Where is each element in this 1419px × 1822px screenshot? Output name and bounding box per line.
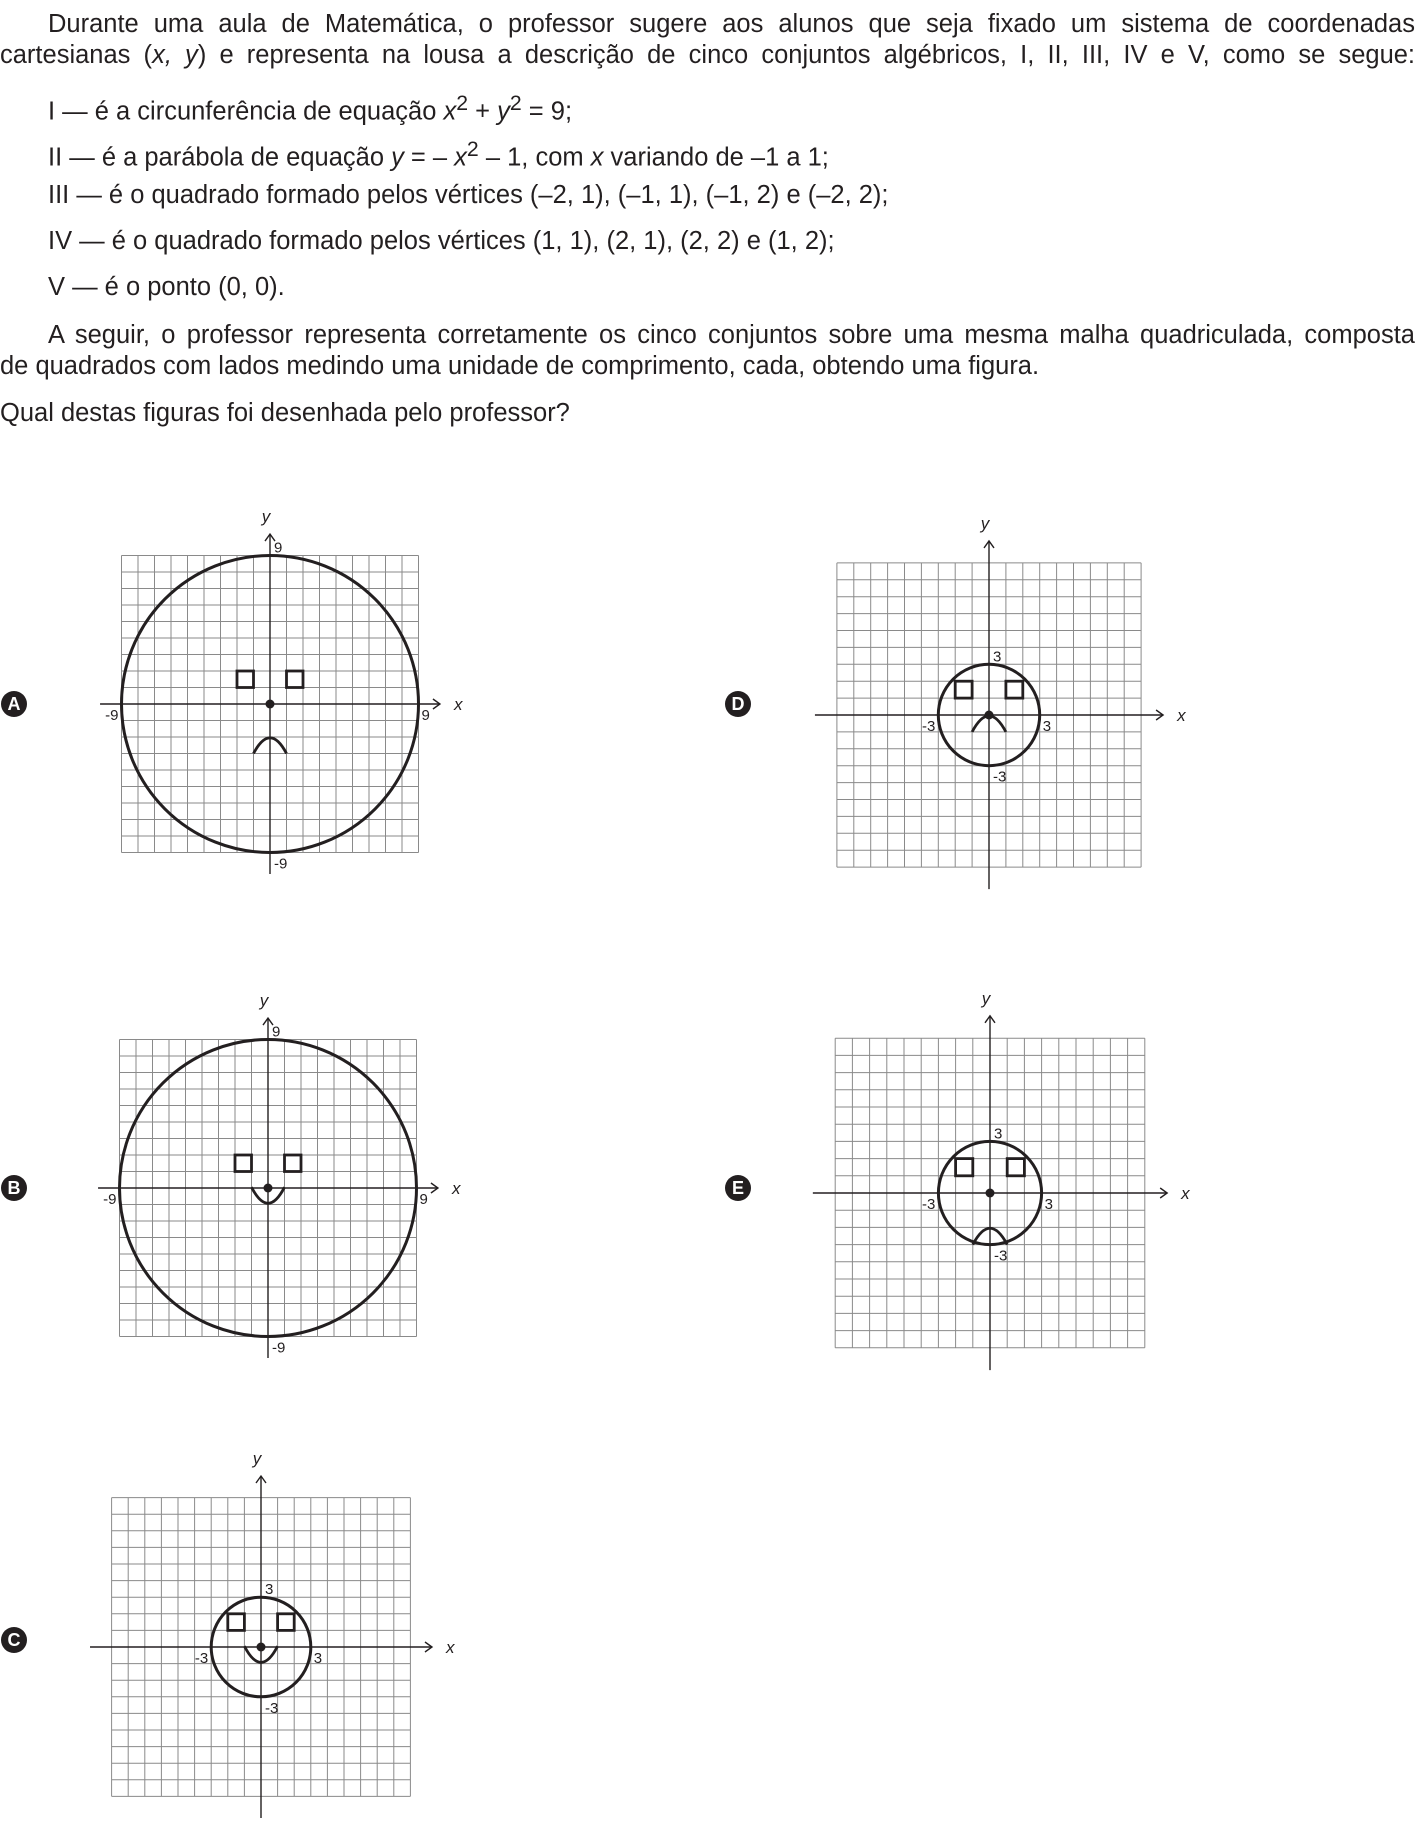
x-axis-label: x: [1177, 706, 1186, 725]
x-pos-tick-label: 9: [419, 1191, 428, 1208]
y-axis-label: y: [980, 513, 990, 533]
set-item-i: I — é a circunferência de equação $x^2 + y^2 = 9$;: [48, 91, 573, 126]
option-c-badge[interactable]: C: [1, 1627, 27, 1653]
square-left: [956, 1159, 973, 1176]
x-axis-label: x: [451, 1179, 461, 1198]
x-axis-label: x: [1181, 1184, 1190, 1203]
y-neg-tick-label: -9: [272, 1339, 286, 1357]
square-right: [1007, 1159, 1024, 1176]
y-neg-tick-label: -3: [265, 1699, 279, 1717]
origin-point: [986, 1189, 995, 1198]
paragraph-2-line-2: de quadrados com lados medindo uma unidade de comprimento, cada, obtendo uma figura.: [0, 352, 1040, 380]
x-neg-tick-label: -3: [194, 1650, 209, 1667]
y-pos-tick-label: 3: [265, 1581, 274, 1599]
set-item-iii: III — é o quadrado formado pelos vértices (–2, 1), (–1, 1), (–1, 2) e (–2, 2);: [48, 181, 889, 209]
y-pos-tick-label: 3: [994, 1125, 1003, 1143]
x-pos-tick-label: 9: [421, 707, 430, 724]
y-axis-label: y: [981, 988, 991, 1008]
y-axis-label: y: [261, 507, 271, 527]
y-axis-label: y: [252, 1449, 262, 1469]
intro-line-2: cartesianas (x, y) e representa na lousa a descrição de cinco conjuntos algébricos, I, II, III, IV e V, como se segue:: [0, 41, 1416, 69]
option-b-badge[interactable]: B: [1, 1175, 27, 1201]
option-a-badge[interactable]: A: [1, 691, 27, 717]
intro-line-1: Durante uma aula de Matemática, o professor sugere aos alunos que seja fixado um sistema de coordenadas: [48, 10, 1415, 38]
y-pos-tick-label: 9: [274, 539, 283, 557]
y-axis-label: y: [259, 991, 269, 1011]
x-axis-label: x: [453, 695, 463, 714]
set-item-v: V — é o ponto (0, 0).: [48, 273, 285, 301]
x-pos-tick-label: 3: [1044, 1196, 1053, 1213]
x-pos-tick-label: 3: [1042, 718, 1052, 735]
set-item-iv: IV — é o quadrado formado pelos vértices (1, 1), (2, 1), (2, 2) e (1, 2);: [48, 227, 835, 255]
x-neg-tick-label: -3: [922, 1196, 936, 1213]
option-e-badge[interactable]: E: [725, 1175, 751, 1201]
y-neg-tick-label: -3: [994, 1247, 1008, 1265]
x-neg-tick-label: -9: [105, 707, 119, 724]
y-pos-tick-label: 9: [272, 1023, 281, 1041]
x-pos-tick-label: 3: [313, 1650, 323, 1667]
x-neg-tick-label: -3: [921, 718, 936, 735]
question-prompt: Qual destas figuras foi desenhada pelo professor?: [0, 399, 570, 427]
set-item-ii: II — é a parábola de equação y = – $x^2 - 1$, com x variando de –1 a 1;: [48, 137, 829, 172]
x-neg-tick-label: -9: [103, 1191, 117, 1208]
x-axis-label: x: [445, 1638, 455, 1657]
y-pos-tick-label: 3: [993, 648, 1002, 666]
option-d-badge[interactable]: D: [725, 691, 751, 717]
y-neg-tick-label: -9: [274, 855, 288, 873]
paragraph-2-line-1: A seguir, o professor representa corretamente os cinco conjuntos sobre uma mesma malha quadriculada, composta: [48, 321, 1415, 349]
y-neg-tick-label: -3: [993, 768, 1007, 786]
